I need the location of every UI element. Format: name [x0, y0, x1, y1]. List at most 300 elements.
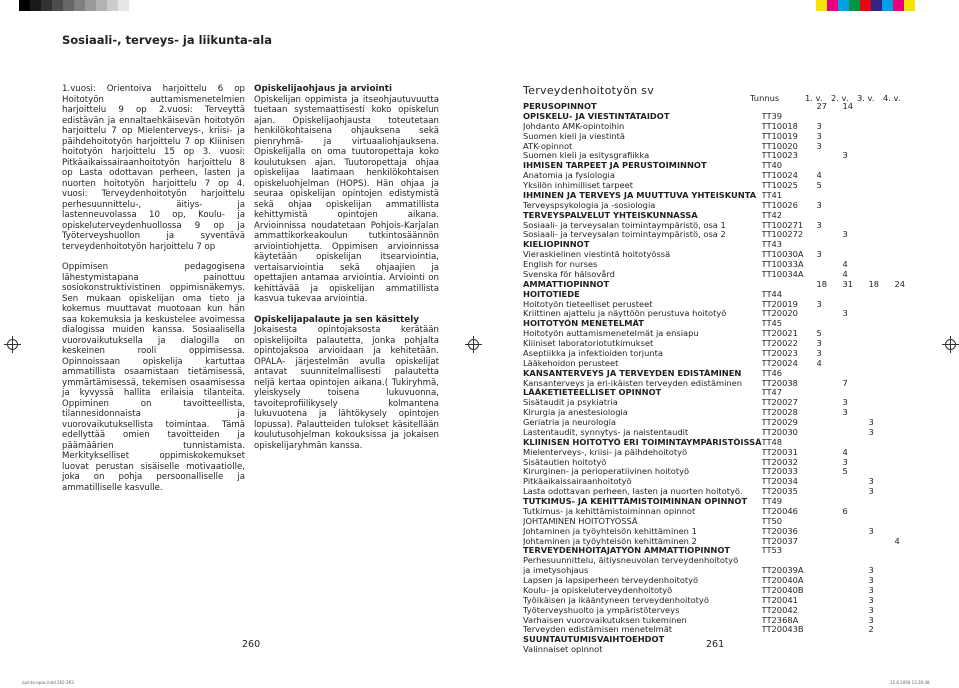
credits-year1	[817, 448, 843, 458]
credits-year4	[895, 625, 921, 635]
course-code: TT20042	[761, 605, 798, 615]
credits-year1	[817, 596, 843, 606]
course-code: TT46	[761, 368, 783, 378]
credits-year3: 3	[868, 526, 874, 536]
credits-year1	[817, 151, 843, 161]
credits-year2	[843, 142, 869, 152]
credits-year2	[843, 556, 869, 566]
credits-year4	[895, 309, 921, 319]
guidance-paragraph: Opiskelijan oppimista ja itseohjautuvuutta tuetaan systemaattisesti koko opiskelun ajan. Opiskelijaohjausta toteutetaan henkilökohtaisena ohjauksena sekä pienryhmä- ja virtuaaliohjauksena. Opiskelijalla on oma tuutoropettaja koko koulutuksen ajan. Tuutoropettaja ohjaa opiskelijaa laatimaan henkilökohtaisen opiskeluohjelman (HOPS). Hän ohjaa ja seuraa opiskelijan opintojen edistymistä sekä ohjaa opiskelijan ammatillista kehittymistä opintojen aikana. Arvioinnissa noudatetaan Pohjois-Karjalan ammattikorkeakoulun tutkintosäännön arviointiohjetta. Oppimisen arvioinnissa käytetään opiskelijan itsearviointia, vertaisarviointia sekä ohjaajien ja opettajien antamaa arviointia. Arviointi on kehittävää ja opiskelijan ammatillista kasvua tukevaa arviointia.	[254, 94, 439, 304]
course-name: Hoitotyön tieteelliset perusteet	[523, 299, 653, 309]
credits-year4	[895, 517, 921, 527]
table-row	[523, 270, 921, 280]
credits-year4	[895, 201, 921, 211]
credits-year3	[869, 507, 895, 517]
credits-year2	[843, 477, 869, 487]
table-row	[523, 191, 921, 201]
credits-year4	[895, 221, 921, 231]
table-row	[523, 329, 921, 339]
credits-year2	[843, 438, 869, 448]
course-code: TT10018	[761, 121, 798, 131]
gray-calibration-bar	[19, 0, 140, 11]
credits-year4	[895, 270, 921, 280]
credits-year2	[843, 369, 869, 379]
credits-year3	[869, 151, 895, 161]
header-year1: 1. v.	[805, 93, 823, 103]
middle-column	[254, 84, 439, 451]
course-code: TT20019	[761, 299, 798, 309]
table-row	[523, 181, 921, 191]
course-code: TT10025	[761, 181, 798, 190]
table-row	[523, 438, 921, 448]
table-row	[523, 418, 921, 428]
credits-year3	[869, 467, 895, 477]
course-name: Tutkimus- ja kehittämistoiminnan opinnot	[523, 506, 696, 516]
credits-year4	[895, 458, 921, 468]
credits-year1: 3	[816, 141, 822, 151]
credits-year1	[817, 230, 843, 240]
credits-year2	[843, 428, 869, 438]
course-code: TT47	[761, 388, 783, 398]
course-name: IHMISEN TARPEET JA PERUSTOIMINNOT	[523, 161, 707, 171]
credits-year4	[895, 477, 921, 487]
credits-year4	[895, 507, 921, 517]
credits-year4	[895, 448, 921, 458]
course-code: TT20032	[761, 457, 798, 467]
credits-year1	[817, 240, 843, 250]
credits-year4	[895, 408, 921, 418]
table-row	[523, 359, 921, 369]
course-name: Suomen kieli ja esitysgrafiikka	[523, 151, 650, 161]
course-code	[762, 280, 817, 290]
credits-year2: 14	[842, 102, 854, 111]
course-name: Pitkäaikaissairaanhoitotyö	[523, 477, 632, 487]
credits-year4	[895, 211, 921, 221]
credits-year4	[895, 132, 921, 142]
section-header: Sosiaali-, terveys- ja liikunta-ala	[62, 33, 272, 47]
credits-year4	[895, 260, 921, 270]
credits-year1	[817, 398, 843, 408]
credits-year2: 4	[842, 260, 848, 269]
credits-year2: 3	[842, 457, 848, 467]
credits-year4	[895, 181, 921, 191]
credits-year4	[895, 546, 921, 556]
table-row	[523, 319, 921, 329]
table-row	[523, 339, 921, 349]
credits-year3: 18	[868, 279, 880, 289]
gray-swatch	[19, 0, 30, 11]
credits-year4	[895, 576, 921, 586]
table-row	[523, 290, 921, 300]
credits-year4	[895, 142, 921, 152]
feedback-paragraph: Jokaisesta opintojaksosta kerätään opiskelijoilta palautetta, jonka pohjalta opintojaksoa arvioidaan ja kehitetään. OPALA- järjestelmän avulla opiskelijat antavat suunnitelmallisesti palautetta neljä kertaa opintojen aikana.( Tukiryhmä, yleiskysely toisena lukuvuonna, tavoiteprofiilikysely kolmantena lukuvuotena ja lähtökysely opintojen lopussa). Palautteiden tulokset käsitellään koulutusohjelman kokouksissa ja jokaisen opiskelijaryhmän kanssa.	[254, 325, 439, 451]
gray-swatch	[85, 0, 96, 11]
table-row	[523, 112, 921, 122]
guidance-heading: Opiskelijaohjaus ja arviointi	[254, 84, 392, 94]
credits-year1: 3	[816, 339, 822, 348]
course-name: AMMATTIOPINNOT	[523, 279, 610, 289]
credits-year4: 4	[894, 536, 900, 546]
credits-year1: 5	[816, 329, 822, 339]
credits-year4	[895, 388, 921, 398]
credits-year3	[869, 270, 895, 280]
credits-year3	[869, 290, 895, 300]
credits-year2	[843, 606, 869, 616]
credits-year3	[869, 379, 895, 389]
course-code: TT100272	[761, 230, 804, 240]
course-name: Kirurginen- ja perioperatiivinen hoitotyö	[523, 467, 690, 477]
table-row	[523, 240, 921, 250]
credits-year1	[817, 517, 843, 527]
credits-year3: 3	[868, 427, 874, 437]
credits-year3: 3	[868, 595, 874, 605]
color-swatch	[827, 0, 838, 11]
credits-year1: 3	[816, 121, 822, 131]
course-name: Svenska för hälsovård	[523, 269, 615, 279]
course-code: TT42	[761, 210, 783, 220]
credits-year4	[895, 300, 921, 310]
credits-year2: 7	[842, 378, 848, 388]
table-row	[523, 537, 921, 547]
credits-year2	[843, 645, 869, 655]
course-name: KIELIOPINNOT	[523, 240, 590, 250]
credits-year1	[817, 576, 843, 586]
table-row	[523, 576, 921, 586]
course-code	[762, 556, 817, 566]
credits-year1: 5	[816, 181, 822, 190]
course-code	[762, 635, 817, 645]
credits-year1	[817, 418, 843, 428]
credits-year3	[869, 359, 895, 369]
page-number-left: 260	[242, 639, 261, 650]
pedagogy-paragraph: Oppimisen pedagogisena lähestymistapana painottuu sosiokonstruktivistinen oppimisnäkemys. Sen mukaan opiskelijan oma tieto ja kokemus muuttavat muotoaan kun hän saa kokemuksia ja keskustelee avoimessa dialogissa muiden kanssa. Sosiaalisella vuorovaikutuksella ja dialogilla on keskeinen rooli oppimisessa. Opinnoissaan opiskelija kartuttaa ammatillista osaamistaan tietämisessä, ymmärtämisessä, tekemisen osaamisessa ja kyvyssä hallita erilaisia tilanteita. Oppiminen on tavoitteellista, tilannesidonnaista ja vuorovaikutuksellista toimintaa. Tämä edellyttää omien tavoitteiden ja päämäärien tunnistamista. Merkitykselliset oppimiskokemukset luovat perustan sisäiselle motivaatiolle, joka on pohja persoonalliselle ja ammatilliselle kasvulle.	[62, 262, 245, 493]
credits-year3	[869, 408, 895, 418]
credits-year3: 3	[868, 477, 874, 487]
color-swatch	[849, 0, 860, 11]
course-name: Varhaisen vuorovaikutuksen tukeminen	[523, 615, 687, 625]
credits-year2: 3	[842, 398, 848, 408]
course-name: LÄÄKETIETEELLISET OPINNOT	[523, 388, 662, 398]
table-row	[523, 517, 921, 527]
credits-year1	[817, 477, 843, 487]
course-code: TT20046	[761, 506, 798, 516]
course-code: TT100271	[761, 220, 804, 230]
course-name: Mielenterveys-, kriisi- ja päihdehoitotyö	[523, 447, 688, 457]
credits-year2: 6	[842, 506, 848, 516]
table-row	[523, 448, 921, 458]
credits-year3	[869, 221, 895, 231]
table-row	[523, 260, 921, 270]
table-row	[523, 546, 921, 556]
credits-year3	[869, 369, 895, 379]
credits-year2	[843, 191, 869, 201]
credits-year3	[869, 201, 895, 211]
credits-year2: 3	[842, 230, 848, 240]
credits-year4	[895, 250, 921, 260]
credits-year2	[843, 546, 869, 556]
credits-year2	[843, 359, 869, 369]
credits-year2	[843, 181, 869, 191]
credits-year3	[869, 230, 895, 240]
table-row	[523, 566, 921, 576]
credits-year4	[895, 398, 921, 408]
credits-year3	[869, 191, 895, 201]
credits-year3	[869, 300, 895, 310]
credits-year4	[895, 645, 921, 655]
credits-year3	[869, 260, 895, 270]
course-code	[762, 102, 817, 112]
course-code: TT41	[761, 190, 783, 200]
course-code: TT39	[761, 111, 783, 121]
course-code: TT20035	[761, 487, 798, 497]
credits-year1	[817, 625, 843, 635]
credits-year3	[869, 635, 895, 645]
credits-year2	[843, 300, 869, 310]
course-code: TT20040B	[761, 585, 804, 595]
course-name: TERVEYSPALVELUT YHTEISKUNNASSA	[523, 210, 698, 220]
course-table	[523, 102, 921, 655]
table-row	[523, 369, 921, 379]
course-code: TT10034A	[761, 269, 804, 279]
course-name: Työikäisen ja ikääntyneen terveydenhoitotyö	[523, 595, 709, 605]
course-name: HOITOTYÖN MENETELMÄT	[523, 319, 644, 329]
course-name: English for nurses	[523, 260, 598, 269]
course-code: TT20024	[761, 358, 798, 368]
credits-year3: 3	[868, 418, 874, 427]
color-swatch	[893, 0, 904, 11]
credits-year1	[817, 309, 843, 319]
credits-year2: 4	[842, 269, 848, 279]
credits-year3: 3	[868, 487, 874, 497]
course-code: TT10026	[761, 200, 798, 210]
credits-year1	[817, 260, 843, 270]
credits-year3	[869, 339, 895, 349]
credits-year3: 3	[868, 576, 874, 585]
course-name: Sisätautien hoitotyö	[523, 457, 607, 467]
header-year3: 3. v.	[857, 93, 875, 103]
course-code: TT20037	[761, 536, 798, 546]
course-code: TT20038	[761, 378, 798, 388]
gray-swatch	[74, 0, 85, 11]
course-name: Suomen kieli ja viestintä	[523, 131, 625, 141]
course-code: TT43	[761, 240, 783, 250]
credits-year1: 3	[816, 299, 822, 309]
course-name: Lapsen ja lapsiperheen terveydenhoitotyö	[523, 576, 699, 585]
course-name: Lasta odottavan perheen, lasten ja nuorten hoitotyö.	[523, 487, 743, 497]
credits-year3: 2	[868, 625, 874, 635]
course-code: TT48	[761, 437, 783, 447]
credits-year1	[817, 586, 843, 596]
table-row	[523, 388, 921, 398]
course-name: JOHTAMINEN HOITOTYÖSSÄ	[523, 516, 638, 526]
color-swatch	[838, 0, 849, 11]
credits-year4	[895, 349, 921, 359]
credits-year1: 3	[816, 348, 822, 358]
course-name: Yksilön inhimilliset tarpeet	[523, 181, 634, 190]
credits-year2: 31	[842, 279, 854, 289]
credits-year2	[843, 527, 869, 537]
credits-year2	[843, 221, 869, 231]
credits-year3	[869, 438, 895, 448]
table-row	[523, 487, 921, 497]
credits-year4	[895, 606, 921, 616]
credits-year2: 3	[842, 408, 848, 418]
credits-year1	[817, 507, 843, 517]
credits-year1	[817, 270, 843, 280]
course-code: TT53	[761, 546, 783, 556]
credits-year3	[869, 517, 895, 527]
course-name: Geriatria ja neurologia	[523, 418, 617, 427]
table-row	[523, 477, 921, 487]
course-code: TT20022	[761, 339, 798, 348]
credits-year1	[817, 467, 843, 477]
credits-year3	[869, 181, 895, 191]
credits-year4	[895, 339, 921, 349]
credits-year4	[895, 240, 921, 250]
course-code: TT20040A	[761, 576, 804, 585]
credits-year1: 3	[816, 250, 822, 260]
credits-year3	[869, 112, 895, 122]
credits-year3	[869, 448, 895, 458]
credits-year1	[817, 319, 843, 329]
credits-year2	[843, 122, 869, 132]
credits-year3	[869, 349, 895, 359]
course-code	[762, 645, 817, 655]
table-row	[523, 230, 921, 240]
credits-year3: 3	[868, 566, 874, 576]
credits-year1	[817, 556, 843, 566]
credits-year4	[895, 467, 921, 477]
credits-year4	[895, 418, 921, 428]
credits-year3	[869, 546, 895, 556]
registration-mark-icon	[945, 339, 956, 350]
credits-year4	[895, 290, 921, 300]
course-code: TT20028	[761, 408, 798, 418]
credits-year1	[817, 211, 843, 221]
credits-year2	[843, 586, 869, 596]
table-row	[523, 201, 921, 211]
credits-year3	[869, 171, 895, 181]
course-name: Lastentaudit, synnytys- ja naistentaudit	[523, 427, 689, 437]
print-slug-right: 12.8.2008 13:26:48	[890, 680, 930, 685]
credits-year2	[843, 349, 869, 359]
gray-swatch	[52, 0, 63, 11]
table-row	[523, 616, 921, 626]
credits-year2	[843, 537, 869, 547]
course-code: TT20031	[761, 447, 798, 457]
course-name: Valinnaiset opinnot	[523, 645, 603, 655]
course-name: Johtaminen ja työyhteisön kehittäminen 1	[523, 526, 697, 536]
credits-year4	[895, 171, 921, 181]
credits-year4	[895, 102, 921, 112]
credits-year3	[869, 240, 895, 250]
credits-year3	[869, 211, 895, 221]
course-name: Anatomia ja fysiologia	[523, 171, 615, 181]
credits-year1: 4	[816, 358, 822, 368]
credits-year1: 3	[816, 200, 822, 210]
credits-year4	[895, 616, 921, 626]
credits-year1	[817, 408, 843, 418]
credits-year4	[895, 635, 921, 645]
left-column	[62, 84, 245, 493]
credits-year1: 4	[816, 171, 822, 181]
course-name: Kirurgia ja anestesiologia	[523, 408, 628, 418]
credits-year3	[869, 556, 895, 566]
color-swatch	[904, 0, 915, 11]
gray-swatch	[41, 0, 52, 11]
credits-year3	[869, 250, 895, 260]
credits-year1: 27	[816, 102, 828, 111]
course-name: KLIINISEN HOITOTYÖ ERI TOIMINTAYMPÄRISTÖISSÄ	[523, 437, 762, 447]
course-name: ATK-opinnot	[523, 141, 573, 151]
course-name: TERVEYDENHOITAJATYÖN AMMATTIOPINNOT	[523, 546, 731, 556]
color-swatch	[816, 0, 827, 11]
credits-year3: 3	[868, 605, 874, 615]
table-row	[523, 349, 921, 359]
credits-year1	[817, 645, 843, 655]
credits-year2	[843, 329, 869, 339]
course-name: Kliiniset laboratoriotutkimukset	[523, 339, 654, 348]
credits-year1	[817, 487, 843, 497]
credits-year4	[895, 369, 921, 379]
table-row	[523, 527, 921, 537]
table-row	[523, 556, 921, 566]
credits-year4	[895, 497, 921, 507]
course-name: Terveyden edistämisen menetelmät	[523, 625, 673, 635]
table-row	[523, 250, 921, 260]
table-row	[523, 398, 921, 408]
gray-swatch	[118, 0, 129, 11]
table-row	[523, 467, 921, 477]
credits-year4	[895, 586, 921, 596]
credits-year4	[895, 151, 921, 161]
course-code: TT20027	[761, 398, 798, 408]
credits-year3	[869, 102, 895, 112]
course-code: TT49	[761, 497, 783, 506]
table-row	[523, 428, 921, 438]
course-code: TT10024	[761, 171, 798, 181]
credits-year1	[817, 369, 843, 379]
credits-year4	[895, 527, 921, 537]
page-number-right: 261	[706, 639, 725, 650]
course-name: Kansanterveys ja eri-ikäisten terveyden edistäminen	[523, 378, 743, 388]
credits-year2	[843, 517, 869, 527]
credits-year2	[843, 240, 869, 250]
course-name: KANSANTERVEYS JA TERVEYDEN EDISTÄMINEN	[523, 368, 742, 378]
course-code: TT20039A	[761, 566, 804, 576]
course-code: TT20043B	[761, 625, 804, 635]
course-name: Sisätaudit ja psykiatria	[523, 398, 618, 408]
credits-year2	[843, 290, 869, 300]
course-code: TT50	[761, 516, 783, 526]
table-title: Terveydenhoitotyön sv	[523, 84, 655, 97]
course-name: Sosiaali- ja terveysalan toimintaympäristö, osa 2	[523, 230, 726, 240]
course-code: TT20036	[761, 526, 798, 536]
credits-year2	[843, 319, 869, 329]
credits-year2	[843, 487, 869, 497]
credits-year2	[843, 596, 869, 606]
credits-year1	[817, 438, 843, 448]
credits-year1	[817, 161, 843, 171]
credits-year4	[895, 428, 921, 438]
credits-year4	[895, 161, 921, 171]
credits-year4	[895, 329, 921, 339]
course-name: PERUSOPINNOT	[523, 102, 597, 111]
course-code: TT10033A	[761, 260, 804, 269]
table-row	[523, 161, 921, 171]
registration-mark-icon	[7, 339, 18, 350]
table-row	[523, 280, 921, 290]
